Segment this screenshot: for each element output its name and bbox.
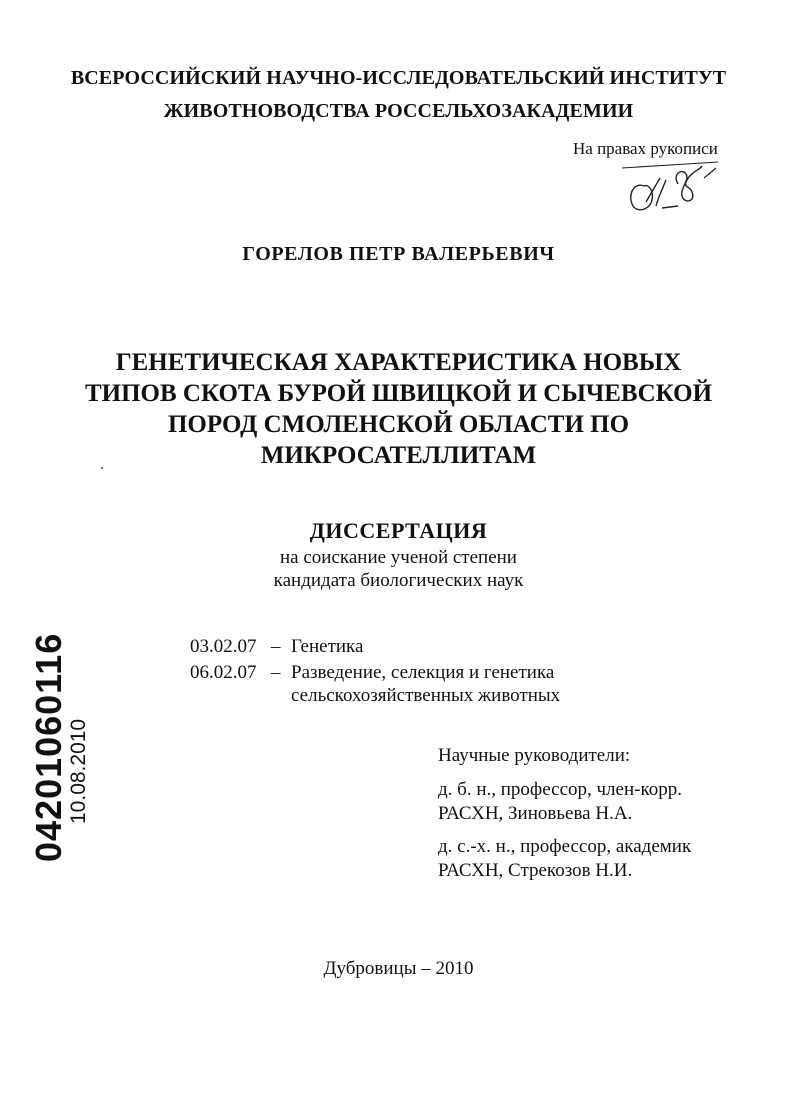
specialty-name: Генетика	[291, 636, 364, 657]
specialty-dash: –	[271, 636, 281, 657]
title-line: ТИПОВ СКОТА БУРОЙ ШВИЦКОЙ И СЫЧЕВСКОЙ	[84, 380, 713, 407]
specialty-name: Разведение, селекция и генетика	[291, 662, 555, 683]
library-stamp-date: 10.08.2010	[67, 718, 90, 824]
scan-speck	[101, 467, 103, 469]
title-line: ПОРОД СМОЛЕНСКОЙ ОБЛАСТИ ПО	[167, 411, 630, 438]
advisor-2-title: д. с.-х. н., профессор, академик	[438, 836, 692, 857]
advisor-2-name: РАСХН, Стрекозов Н.И.	[438, 860, 633, 881]
institute-line-1: ВСЕРОССИЙСКИЙ НАУЧНО-ИССЛЕДОВАТЕЛЬСКИЙ ИНСТИТУТ	[70, 67, 727, 89]
specialty-code: 03.02.07	[190, 636, 257, 657]
manuscript-note: На правах рукописи	[573, 139, 718, 158]
signature-icon	[620, 158, 720, 220]
place-year: Дубровицы – 2010	[323, 958, 474, 979]
library-stamp-code: 04201060116	[28, 632, 69, 862]
degree-line-2: кандидата биологических наук	[273, 570, 524, 591]
institute-header	[0, 62, 797, 128]
author-name: ГОРЕЛОВ ПЕТР ВАЛЕРЬЕВИЧ	[242, 243, 555, 265]
title-line: ГЕНЕТИЧЕСКАЯ ХАРАКТЕРИСТИКА НОВЫХ	[115, 349, 682, 376]
advisors-heading: Научные руководители:	[438, 745, 631, 766]
specialty-dash: –	[271, 662, 281, 683]
title-line: МИКРОСАТЕЛЛИТАМ	[260, 442, 537, 469]
dissertation-title	[0, 347, 797, 471]
advisor-1-title: д. б. н., профессор, член-корр.	[438, 779, 682, 800]
advisor-1-name: РАСХН, Зиновьева Н.А.	[438, 803, 633, 824]
institute-line-2: ЖИВОТНОВОДСТВА РОССЕЛЬХОЗАКАДЕМИИ	[163, 100, 634, 122]
document-type: ДИССЕРТАЦИЯ	[309, 518, 488, 543]
degree-info	[0, 546, 797, 592]
specialty-code: 06.02.07	[190, 662, 257, 683]
degree-line-1: на соискание ученой степени	[280, 547, 517, 568]
specialty-name-cont: сельскохозяйственных животных	[291, 685, 561, 706]
